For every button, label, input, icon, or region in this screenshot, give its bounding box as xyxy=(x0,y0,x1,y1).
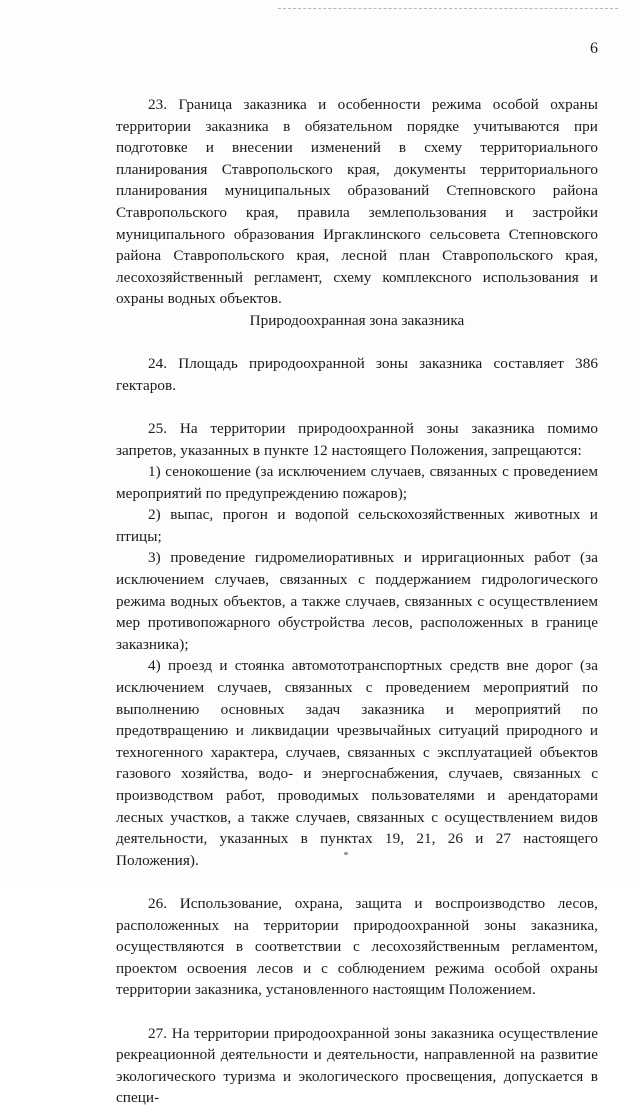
paragraph-24: 24. Площадь природоохранной зоны заказника составляет 386 гектаров. xyxy=(116,355,598,394)
scan-speck xyxy=(344,852,348,855)
paragraph-25: 25. На территории природоохранной зоны заказника помимо запретов, указанных в пункте 12 настоящего Положения, запрещаются: xyxy=(116,419,598,459)
paragraph-25-item-1: 1) сенокошение (за исключением случаев, связанных с проведением мероприятий по предупреждению пожаров); xyxy=(116,463,598,502)
paragraph-25-item-3: 3) проведение гидромелиоративных и ирригационных работ (за исключением случаев, связанных с поддержанием гидрологического режима водных объектов, а также случаев, связанных с осуществлением мер противопожарного обустройства лесов, расположенных в границе заказника); xyxy=(116,549,598,653)
section-heading: Природоохранная зона заказника xyxy=(249,311,465,329)
scan-top-line xyxy=(278,8,618,9)
paragraph-25-item-4: 4) проезд и стоянка автомототранспортных средств вне дорог (за исключением случаев, связанных с проведением мероприятий по выполнению основных задач заказника и мероприятий по предотвращению и ликвидации чрезвычайных ситуаций природного и техногенного характера, случаев, связанных с эксплуатацией объектов газового хозяйства, водо- и энергоснабжения, случаев, связанных с производством работ, проводимых пользователями и арендаторами лесных участков, а также случаев, связанных с осуществлением видов деятельности, указанных в пунктах 19, 21, 26 и 27 настоящего Положения). xyxy=(116,657,598,869)
page-number: 6 xyxy=(590,40,598,57)
document-body xyxy=(116,94,598,1109)
paragraph-23: 23. Граница заказника и особенности режима особой охраны территории заказника в обязательном порядке учитываются при подготовке и внесении изменений в схему территориального планирования Ставропольского края, документы территориального планирования муниципальных образований Степновского района Ставропольского края, правила землепользования и застройки муниципального образования Иргаклинского сельсовета Степновского района Ставропольского края, лесной план Ставропольского края, лесохозяйственный регламент, схему комплексного использования и охраны водных объектов. xyxy=(116,96,598,308)
paragraph-27: 27. На территории природоохранной зоны заказника осуществление рекреационной деятельности и деятельности, направленной на развитие экологического туризма и экологического просвещения, допускается в специ- xyxy=(116,1024,598,1107)
paragraph-26: 26. Использование, охрана, защита и воспроизводство лесов, расположенных на территории природоохранной зоны заказника, осуществляются в соответствии с лесохозяйственным регламентом, проектом освоения лесов и с соблюдением режима особой охраны территории заказника, установленного настоящим Положением. xyxy=(116,894,598,999)
paragraph-25-item-2: 2) выпас, прогон и водопой сельскохозяйственных животных и птицы; xyxy=(116,506,598,545)
